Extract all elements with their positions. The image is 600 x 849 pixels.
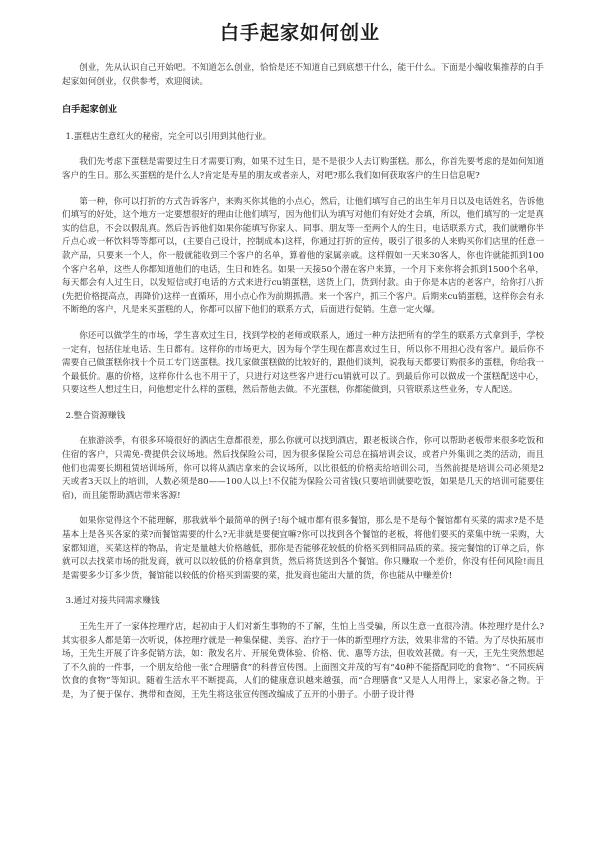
page-title: 白手起家如何创业 xyxy=(219,22,380,44)
paragraph-5: 如果你觉得这个不能理解，那我就举个最简单的例子!每个城市都有很多餐馆，那么是不是每个餐馆都有买菜的需求?是不是基本上是各买各家的菜?而餐馆需要的什么?无非就是要便宜嘛?你可以找到各个餐馆的老板，将他们要买的菜集中统一采购，大家都知道，买菜这样的物品，肯定是量越大价格越低，那你是否能够花较低的价格买到相同品质的菜。接完餐馆的订单之后，你就可以去找菜市场的批发商，就可以以较低的价格拿到货，然后将货送到各个餐馆。你只赚取一个差价，你没有任何风险!而且是需要多少订多少货，餐馆能以较低的价格买到需要的菜，批发商也能出大量的货，你也能从中赚差价! xyxy=(62,516,544,581)
paragraph-6: 王先生开了一家体控理疗店，起初由于人们对新生事物的不了解，生怕上当受骗，所以生意一直很冷清。体控理疗是什么?其实很多人都是第一次听说，体控理疗就是一种集保健、美容、治疗于一体的新型理疗方法，效果非常的不错。为了尽快拓展市场，王先生开展了许多促销方法，如：散发名片、开展免费体验、价格、优、惠等方法，但收效甚微。有一天，王先生突然想起了不久前的一件事，一个朋友给他一张“合理膳食”的科普宣传图。上面图文并茂的写有“40种不能搭配同吃的食物”、“不同疾病饮食的食物”等知识。随着生活水平不断提高，人们的健康意识越来越强，而“合理膳食”又是人人用得上，家家必备之物。于是，为了便于保存、携带和查阅，王先生将这张宣传图改编成了五开的小册子。小册子设计得 xyxy=(62,622,544,700)
paragraph-3: 你还可以做学生的市场，学生喜欢过生日，找到学校的老师或联系人，通过一种方法把所有的学生的联系方式拿到手，学校一定有，包括住址电话、生日都有。这样你的市场更大，因为每个学生现在都喜欢过生日，所以你不用担心没有客户。最后你不需要自己做蛋糕你找十个员工专门送蛋糕。找几家做蛋糕做的比较好的，跟他们谈判，说我每天都要订购很多的蛋糕，你给我一个最低价。惠的价格，这样你什么也不用干了，只进行对这些客户进行cu销就可以了。到最后你可以做成一个蛋糕配送中心，只要这些人想过生日，问他想定什么样的蛋糕，然后帮他去做。不光蛋糕，你都能做到，只管联系这些业务，专人配送。 xyxy=(62,330,544,396)
point-2-title: 2.整合资源赚钱 xyxy=(65,410,126,421)
paragraph-4: 在旅游淡季，有很多环境很好的酒店生意都很差，那么你就可以找到酒店，跟老板谈合作，你可以帮助老板带来很多吃饭和住宿的客户，只需免-费提供会议场地。然后找保险公司，因为很多保险公司总在搞培训会议，或者户外集训之类的活动，而且他们也需要长期租赁培训场所，你可以将从酒店拿来的会议场所，以比很低的价格卖给培训公司，当然前提是培训公司必须是2天或者3天以上的培训，人数必须是80——100人以上!不仅能为保险公司省钱(只要培训就要吃饭，如果是几天的培训可能要住宿)，而且能帮助酒店带来客源! xyxy=(62,436,544,501)
article-body xyxy=(62,62,544,703)
paragraph-1: 我们先考虑下蛋糕是需要过生日才需要订购，如果不过生日，是不是很少人去订购蛋糕。那么，你首先要考虑的是如何知道客户的生日。那么买蛋糕的是什么人?肯定是寿星的朋友或者亲人，对吧?那么我们如何获取客户的生日信息呢? xyxy=(62,157,544,181)
intro-paragraph: 创业，先从认识自己开始吧。不知道怎么创业，恰恰是还不知道自己到底想干什么，能干什么。下面是小编收集推荐的白手起家如何创业，仅供参考，欢迎阅读。 xyxy=(62,63,544,87)
paragraph-2: 第一种，你可以打折的方式告诉客户，来购买你其他的小点心，然后，让他们填写自己的出生年月日以及电话姓名，告诉他们填写的好处，这个地方一定要想很好的理由让他们填写，因为他们认为填写对他们有好处才会填，所以，他们填写的一定是真实的信息，不会以假乱真。然后告诉他们如果你能填写你家人、同事、朋友等一至两个人的生日，电话联系方式，我们就赠你半斤点心或一杯饮料等等都可以，(主要自己设计，控制成本)这样，你通过打折的宣传，吸引了很多的人来购买你们店里的任意一款产品，只要来一个人，你一般就能收到三个客户的名单，算着他的家属亲戚。这样假如一天来30客人，你也许就能抓到100个客户名单，这些人你都知道他们的电话，生日和姓名。如果一天接50个潜在客户来算，一个月下来你将会抓到1500个名单，每天都会有人过生日，以发短信或打电话的方式来进行cu销蛋糕，送货上门，货到付款。由于你是本店的老客户，给你打八折(先把价格提高点，再降价)这样一直循环，用小点心作为前期抓潜。来一个客户，抓三个客户。后期来cu销蛋糕，这样你会有永不断绝的客户，凡是来买蛋糕的人，你都可以留下他们的联系方式，后面进行促销。生意一定火爆。 xyxy=(62,196,544,316)
section-heading: 白手起家创业 xyxy=(62,104,118,116)
point-3-title: 3.通过对接共同需求赚钱 xyxy=(65,596,160,607)
point-1-title: 1.蛋糕店生意红火的秘密，完全可以引用到其他行业。 xyxy=(65,131,272,142)
